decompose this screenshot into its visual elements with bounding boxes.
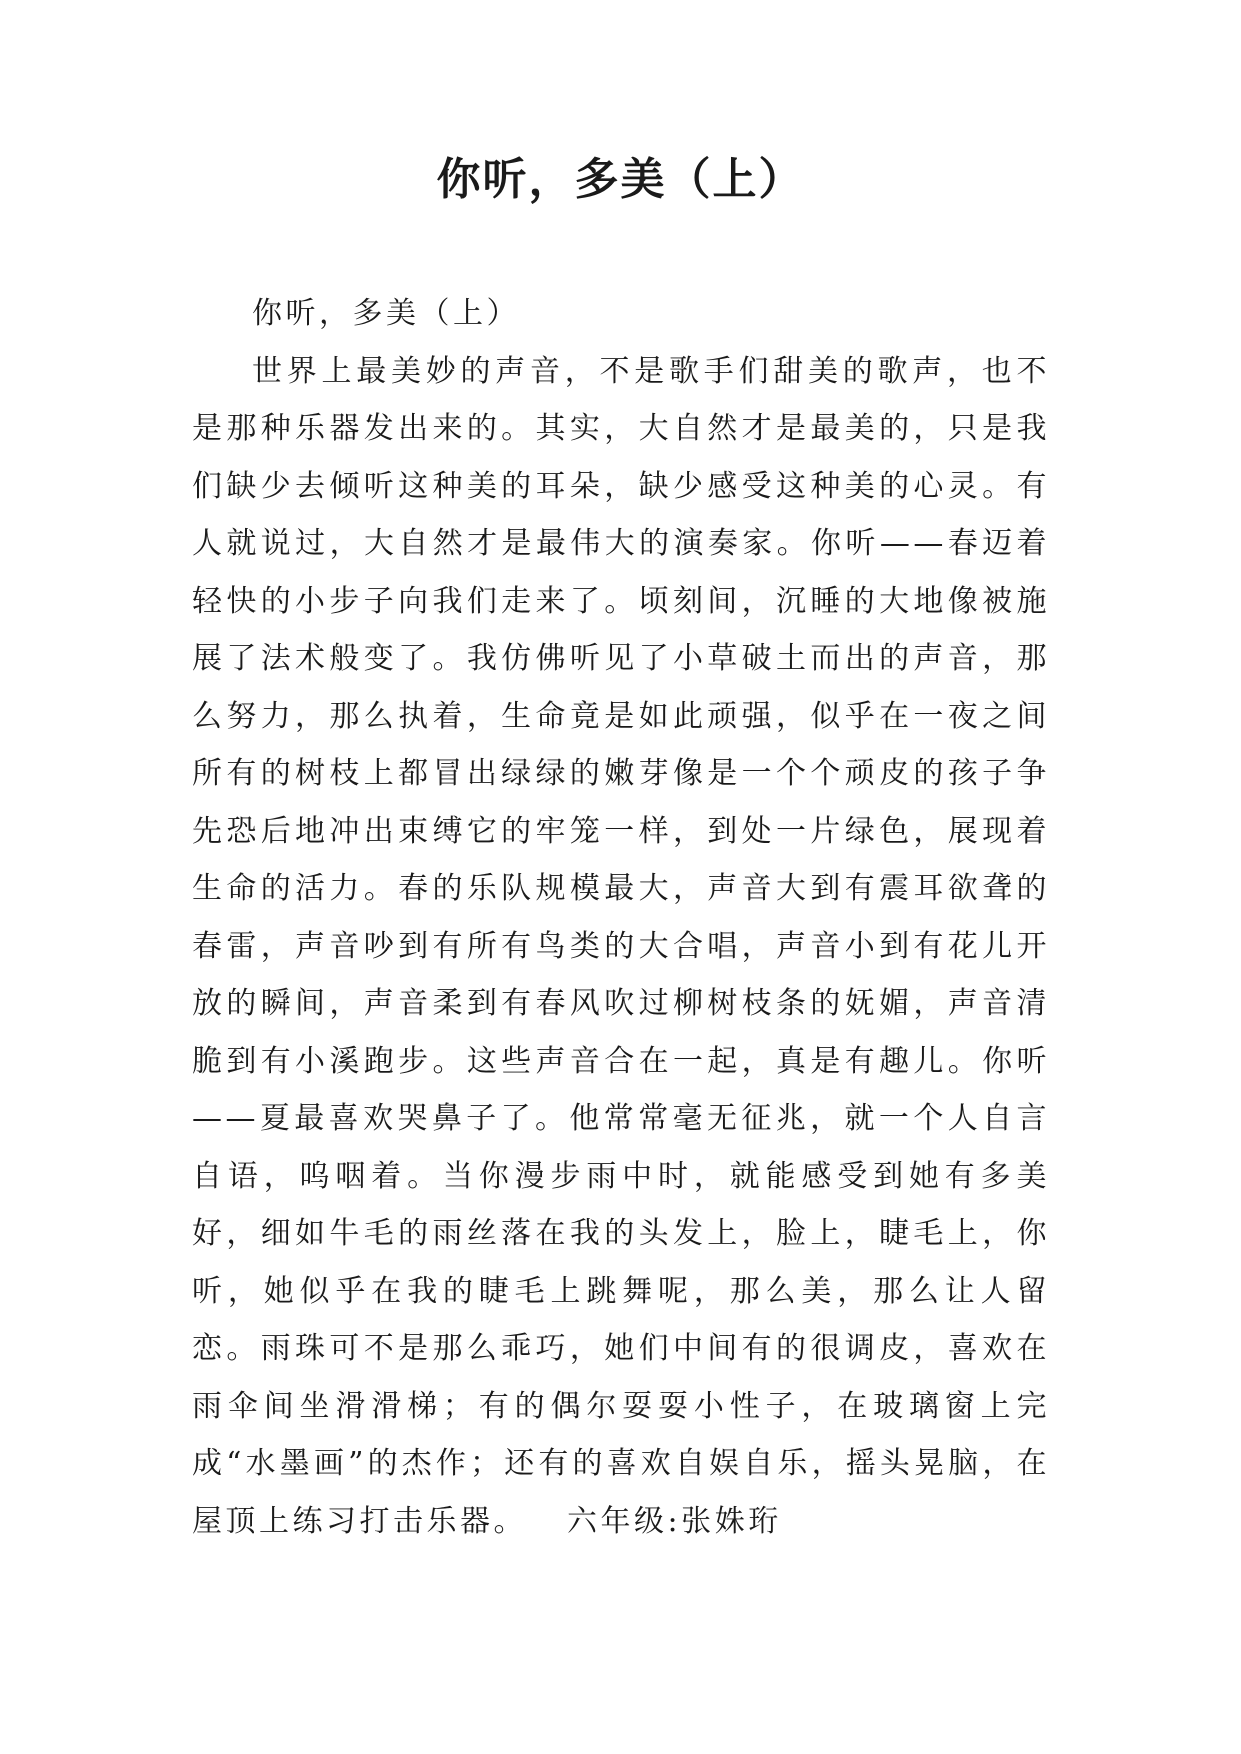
article-paragraph: [192, 343, 1050, 1551]
page-title: 你听，多美（上）: [436, 154, 805, 205]
article-body: [192, 285, 1050, 1550]
article-subtitle: 你听，多美（上）: [252, 296, 520, 331]
article-text: 世界上最美妙的声音，不是歌手们甜美的歌声，也不是那种乐器发出来的。其实，大自然才是最美的，只是我们缺少去倾听这种美的耳朵，缺少感受这种美的心灵。有人就说过，大自然才是最伟大的演奏家。你听——春迈着轻快的小步子向我们走来了。顷刻间，沉睡的大地像被施展了法术般变了。我仿佛听见了小草破土而出的声音，那么努力，那么执着，生命竟是如此顽强，似乎在一夜之间所有的树枝上都冒出绿绿的嫩芽像是一个个顽皮的孩子争先恐后地冲出束缚它的牢笼一样，到处一片绿色，展现着生命的活力。春的乐队规模最大，声音大到有震耳欲聋的春雷，声音吵到有所有鸟类的大合唱，声音小到有花儿开放的瞬间，声音柔到有春风吹过柳树枝条的妩媚，声音清脆到有小溪跑步。这些声音合在一起，真是有趣儿。你听——夏最喜欢哭鼻子了。他常常毫无征兆，就一个人自言自语，呜咽着。当你漫步雨中时，就能感受到她有多美好，细如牛毛的雨丝落在我的头发上，脸上，睫毛上，你听，她似乎在我的睫毛上跳舞呢，那么美，那么让人留恋。雨珠可不是那么乖巧，她们中间有的很调皮，喜欢在雨伞间坐滑滑梯；有的偶尔耍耍小性子，在玻璃窗上完成“水墨画”的杰作；还有的喜欢自娱自乐，摇头晃脑，在屋顶上练习打击乐器。: [192, 353, 1050, 1539]
author-signature: 六年级:张姝珩: [567, 1503, 782, 1539]
